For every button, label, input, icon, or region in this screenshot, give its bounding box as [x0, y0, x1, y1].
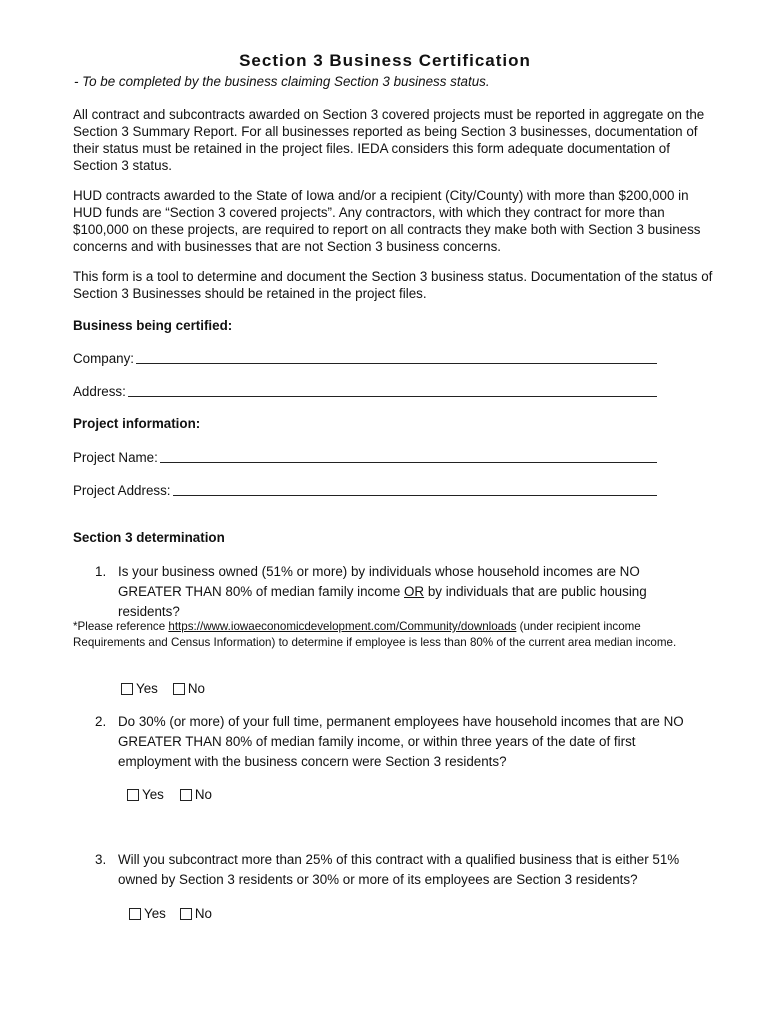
address-label: Address:: [73, 384, 126, 399]
question-1-no-label: No: [187, 681, 205, 696]
question-2-no-option[interactable]: [180, 787, 212, 802]
question-3-no-checkbox[interactable]: [180, 908, 192, 920]
question-1-answers: [121, 681, 205, 696]
note-suffix: (under recipient income Requirements and Census Information) to determine if employee is less than 80% of the current area median income.: [73, 620, 677, 649]
question-1-or-emphasis: OR: [404, 584, 425, 599]
question-1-no-option[interactable]: [173, 681, 205, 696]
question-3-yes-label: Yes: [144, 906, 166, 921]
question-3-answers: [129, 906, 212, 921]
address-field[interactable]: [73, 383, 657, 399]
project-name-input-line[interactable]: [160, 449, 657, 463]
project-address-label: Project Address:: [73, 483, 171, 498]
question-1-text-part: Is your business owned (51% or more) by individuals whose household incomes are NO GREATER THAN 80% of median family income: [118, 564, 640, 599]
project-name-field[interactable]: [73, 449, 657, 465]
question-1: [95, 562, 705, 622]
question-2-no-checkbox[interactable]: [180, 789, 192, 801]
question-3-yes-option[interactable]: [129, 906, 166, 921]
question-2-no-label: No: [194, 787, 212, 802]
project-address-input-line[interactable]: [173, 482, 657, 496]
project-heading: Project information:: [73, 416, 201, 431]
intro-paragraph-3: This form is a tool to determine and document the Section 3 business status. Documentation of the status of Section 3 Businesses should be retained in the project files.: [73, 269, 713, 301]
intro-paragraph-2: HUD contracts awarded to the State of Iowa and/or a recipient (City/County) with more than $200,000 in HUD funds are “Section 3 covered projects”. Any contractors, with which they contract for more than $100,000 on these projects, are required to report on all contracts they make both with Section 3 business concerns and with businesses that are not Section 3 business concerns.: [73, 188, 701, 254]
determination-heading: Section 3 determination: [73, 530, 225, 545]
question-1-yes-label: Yes: [136, 681, 158, 696]
question-3-no-option[interactable]: [180, 906, 212, 921]
question-1-yes-checkbox[interactable]: [121, 683, 133, 695]
question-2-yes-checkbox[interactable]: [127, 789, 139, 801]
project-address-field[interactable]: [73, 482, 657, 498]
iowa-downloads-link[interactable]: https://www.iowaeconomicdevelopment.com/Community/downloads: [168, 620, 517, 633]
question-2-answers: [127, 787, 212, 802]
question-2-yes-option[interactable]: [127, 787, 164, 802]
note-prefix: *Please reference: [73, 620, 169, 633]
question-3-yes-checkbox[interactable]: [129, 908, 141, 920]
company-field[interactable]: [73, 350, 657, 366]
page-subtitle: - To be completed by the business claiming Section 3 business status.: [74, 74, 490, 89]
question-1-number: 1.: [95, 564, 107, 579]
question-3-number: 3.: [95, 852, 107, 867]
question-3-no-label: No: [194, 906, 212, 921]
question-2-text: Do 30% (or more) of your full time, permanent employees have household incomes that are NO GREATER THAN 80% of median family income, or within three years of the date of first employment with the business concern were Section 3 residents?: [118, 714, 684, 769]
company-label: Company:: [73, 351, 135, 366]
question-3-text: Will you subcontract more than 25% of this contract with a qualified business that is either 51% owned by Section 3 residents or 30% or more of its employees are Section 3 residents?: [118, 852, 680, 887]
question-2-yes-label: Yes: [142, 787, 164, 802]
question-1-text-end: by individuals that are public housing residents?: [118, 584, 647, 619]
business-heading: Business being certified:: [73, 318, 233, 333]
question-2: [95, 712, 705, 772]
question-3: [95, 850, 705, 890]
question-1-text: [118, 562, 705, 622]
question-2-number: 2.: [95, 714, 107, 729]
question-1-yes-option[interactable]: [121, 681, 158, 696]
page-title: Section 3 Business Certification: [239, 51, 531, 70]
income-reference-note: [73, 619, 703, 651]
company-input-line[interactable]: [136, 350, 657, 364]
address-input-line[interactable]: [128, 383, 657, 397]
question-1-no-checkbox[interactable]: [173, 683, 185, 695]
intro-paragraph-1: All contract and subcontracts awarded on Section 3 covered projects must be reported in aggregate on the Section 3 Summary Report. For all businesses reported as being Section 3 businesses, documentation of their status must be retained in the project files. IEDA considers this form adequate documentation of Section 3 status.: [73, 107, 705, 173]
project-name-label: Project Name:: [73, 450, 158, 465]
